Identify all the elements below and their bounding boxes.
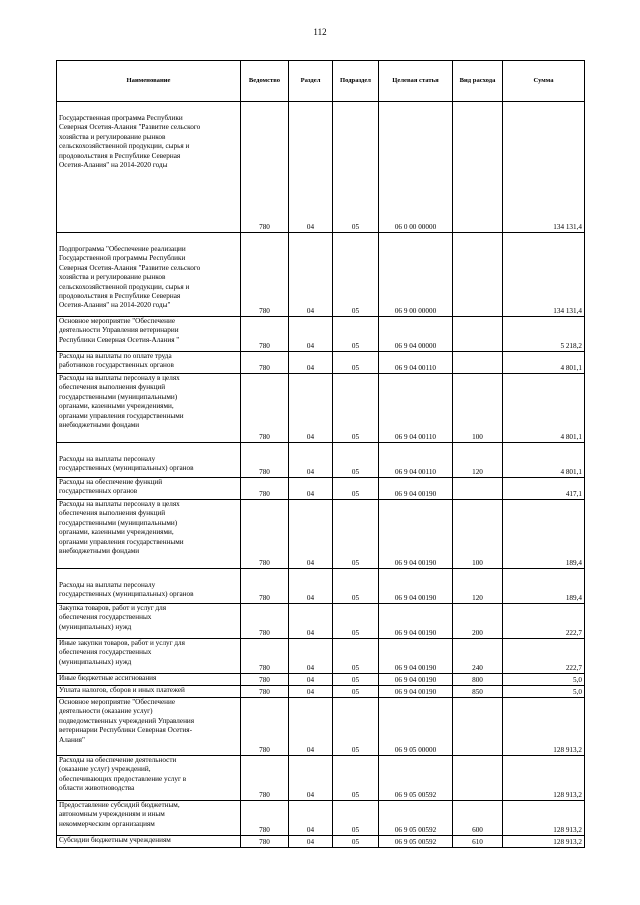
cell-amount: 128 913,2	[503, 801, 585, 836]
cell-amount: 134 131,4	[503, 102, 585, 233]
table-row	[57, 317, 585, 352]
cell-subsection: 05	[333, 836, 379, 848]
row-name-text: Закупка товаров, работ и услуг для обеспечения государственных (муниципальных) нужд	[59, 604, 167, 631]
cell-subsection: 05	[333, 317, 379, 352]
cell-subsection: 05	[333, 604, 379, 639]
row-name-text: Государственная программа Республики Северная Осетия-Алания "Развитие сельского хозяйства и регулирование рынков сельскохозяйственной продукции, сырья и продовольствия в Республике Северная Осетия-Алания" на 2014-2020 годы	[59, 114, 201, 170]
row-name-text: Расходы на обеспечение деятельности (оказание услуг) учреждений, обеспечивающих предоставление услуг в области животноводства	[59, 756, 187, 793]
table-row	[57, 686, 585, 698]
cell-amount: 417,1	[503, 478, 585, 500]
cell-expense-type: 600	[453, 801, 503, 836]
cell-department: 780	[241, 352, 289, 374]
cell-name	[57, 233, 241, 317]
cell-department: 780	[241, 443, 289, 478]
cell-expense-type	[453, 233, 503, 317]
cell-name	[57, 604, 241, 639]
cell-name	[57, 352, 241, 374]
cell-target-item: 06 9 04 00110	[379, 443, 453, 478]
table-row	[57, 233, 585, 317]
cell-expense-type: 100	[453, 374, 503, 443]
row-name-text: Уплата налогов, сборов и иных платежей	[59, 686, 185, 694]
table-row	[57, 374, 585, 443]
cell-department: 780	[241, 801, 289, 836]
cell-section: 04	[289, 478, 333, 500]
cell-name	[57, 374, 241, 443]
cell-amount: 189,4	[503, 500, 585, 569]
cell-expense-type	[453, 756, 503, 801]
cell-department: 780	[241, 317, 289, 352]
cell-section: 04	[289, 500, 333, 569]
row-name-text: Субсидии бюджетным учреждениям	[59, 836, 171, 844]
cell-subsection: 05	[333, 569, 379, 604]
row-name-text: Расходы на выплаты персоналу в целях обеспечения выполнения функций государственными (муниципальными) органами, казенными учреждениями, органами управления государственными внебюджетными фондами	[59, 374, 184, 430]
cell-expense-type	[453, 478, 503, 500]
cell-amount: 222,7	[503, 639, 585, 674]
cell-expense-type: 100	[453, 500, 503, 569]
col-header-subsection: Подраздел	[333, 61, 379, 102]
cell-amount: 4 801,1	[503, 443, 585, 478]
row-name-text: Расходы на выплаты персоналу государственных (муниципальных) органов	[59, 581, 194, 599]
cell-amount: 189,4	[503, 569, 585, 604]
cell-department: 780	[241, 500, 289, 569]
cell-name	[57, 756, 241, 801]
page-number: 112	[313, 27, 327, 37]
cell-target-item: 06 9 04 00190	[379, 686, 453, 698]
table-row	[57, 604, 585, 639]
cell-subsection: 05	[333, 801, 379, 836]
cell-name	[57, 801, 241, 836]
table-row	[57, 698, 585, 756]
cell-subsection: 05	[333, 233, 379, 317]
row-name-text: Расходы на обеспечение функций государственных органов	[59, 478, 163, 496]
cell-expense-type: 240	[453, 639, 503, 674]
cell-department: 780	[241, 686, 289, 698]
row-name-text: Подпрограмма "Обеспечение реализации Государственной программы Республики Северная Осетия-Алания "Развитие сельского хозяйства и регулирование рынков сельскохозяйственной продукции, сырья и продовольствия в Республике Северная Осетия-Алания" на 2014-2020 годы"	[59, 245, 201, 310]
cell-amount: 5,0	[503, 674, 585, 686]
cell-target-item: 06 9 04 00000	[379, 317, 453, 352]
cell-section: 04	[289, 604, 333, 639]
cell-section: 04	[289, 352, 333, 374]
table-row	[57, 443, 585, 478]
cell-subsection: 05	[333, 686, 379, 698]
cell-expense-type: 850	[453, 686, 503, 698]
row-name-text: Иные бюджетные ассигнования	[59, 674, 157, 682]
col-header-name: Наименование	[57, 61, 241, 102]
cell-target-item: 06 9 05 00592	[379, 836, 453, 848]
cell-amount: 4 801,1	[503, 374, 585, 443]
cell-expense-type: 120	[453, 443, 503, 478]
cell-section: 04	[289, 569, 333, 604]
cell-name	[57, 698, 241, 756]
cell-section: 04	[289, 698, 333, 756]
cell-target-item: 06 9 05 00000	[379, 698, 453, 756]
table-row	[57, 639, 585, 674]
cell-name	[57, 674, 241, 686]
col-header-section: Раздел	[289, 61, 333, 102]
table-row	[57, 102, 585, 233]
cell-subsection: 05	[333, 374, 379, 443]
cell-amount: 4 801,1	[503, 352, 585, 374]
cell-department: 780	[241, 604, 289, 639]
table-row	[57, 478, 585, 500]
cell-target-item: 06 9 04 00190	[379, 604, 453, 639]
cell-department: 780	[241, 674, 289, 686]
cell-expense-type: 200	[453, 604, 503, 639]
cell-subsection: 05	[333, 443, 379, 478]
cell-department: 780	[241, 102, 289, 233]
cell-department: 780	[241, 639, 289, 674]
cell-subsection: 05	[333, 698, 379, 756]
cell-section: 04	[289, 443, 333, 478]
cell-target-item: 06 9 04 00190	[379, 569, 453, 604]
cell-section: 04	[289, 374, 333, 443]
cell-section: 04	[289, 233, 333, 317]
cell-department: 780	[241, 478, 289, 500]
cell-amount: 134 131,4	[503, 233, 585, 317]
table-row	[57, 352, 585, 374]
cell-expense-type	[453, 102, 503, 233]
cell-section: 04	[289, 674, 333, 686]
cell-name	[57, 443, 241, 478]
cell-department: 780	[241, 374, 289, 443]
cell-subsection: 05	[333, 478, 379, 500]
table-row	[57, 500, 585, 569]
cell-name	[57, 317, 241, 352]
row-name-text: Основное мероприятие "Обеспечение деятельности Управления ветеринарии Республики Северная Осетия-Алания "	[59, 317, 180, 344]
cell-section: 04	[289, 756, 333, 801]
cell-department: 780	[241, 233, 289, 317]
cell-expense-type: 610	[453, 836, 503, 848]
cell-target-item: 06 9 04 00190	[379, 674, 453, 686]
col-header-amount: Сумма	[503, 61, 585, 102]
cell-section: 04	[289, 639, 333, 674]
cell-section: 04	[289, 836, 333, 848]
cell-name	[57, 836, 241, 848]
cell-subsection: 05	[333, 639, 379, 674]
cell-name	[57, 686, 241, 698]
cell-subsection: 05	[333, 102, 379, 233]
cell-amount: 128 913,2	[503, 698, 585, 756]
cell-section: 04	[289, 801, 333, 836]
cell-expense-type: 120	[453, 569, 503, 604]
table-row	[57, 836, 585, 848]
cell-department: 780	[241, 698, 289, 756]
cell-amount: 128 913,2	[503, 756, 585, 801]
table-row	[57, 756, 585, 801]
col-header-department: Ведомство	[241, 61, 289, 102]
cell-target-item: 06 9 05 00592	[379, 756, 453, 801]
row-name-text: Иные закупки товаров, работ и услуг для обеспечения государственных (муниципальных) нужд	[59, 639, 185, 666]
cell-amount: 222,7	[503, 604, 585, 639]
cell-expense-type	[453, 317, 503, 352]
row-name-text: Расходы на выплаты персоналу государственных (муниципальных) органов	[59, 455, 194, 473]
cell-target-item: 06 0 00 00000	[379, 102, 453, 233]
col-header-expense-type: Вид расхода	[453, 61, 503, 102]
col-header-target-item: Целевая статья	[379, 61, 453, 102]
cell-subsection: 05	[333, 756, 379, 801]
row-name-text: Расходы на выплаты по оплате труда работников государственных органов	[59, 352, 174, 370]
table-row	[57, 569, 585, 604]
cell-expense-type	[453, 698, 503, 756]
cell-section: 04	[289, 102, 333, 233]
cell-subsection: 05	[333, 674, 379, 686]
cell-department: 780	[241, 756, 289, 801]
cell-name	[57, 569, 241, 604]
cell-target-item: 06 9 04 00190	[379, 639, 453, 674]
cell-section: 04	[289, 686, 333, 698]
budget-table	[56, 60, 585, 848]
cell-target-item: 06 9 04 00110	[379, 352, 453, 374]
cell-name	[57, 478, 241, 500]
table-row	[57, 801, 585, 836]
cell-subsection: 05	[333, 352, 379, 374]
cell-expense-type: 800	[453, 674, 503, 686]
cell-target-item: 06 9 04 00190	[379, 478, 453, 500]
cell-name	[57, 639, 241, 674]
cell-amount: 5 218,2	[503, 317, 585, 352]
cell-amount: 128 913,2	[503, 836, 585, 848]
cell-target-item: 06 9 05 00592	[379, 801, 453, 836]
cell-section: 04	[289, 317, 333, 352]
table-header-row	[57, 61, 585, 102]
row-name-text: Предоставление субсидий бюджетным, автономным учреждениям и иным некоммерческим организациям	[59, 801, 180, 828]
cell-target-item: 06 9 04 00190	[379, 500, 453, 569]
cell-name	[57, 500, 241, 569]
cell-name	[57, 102, 241, 233]
cell-target-item: 06 9 00 00000	[379, 233, 453, 317]
cell-department: 780	[241, 836, 289, 848]
cell-subsection: 05	[333, 500, 379, 569]
cell-amount: 5,0	[503, 686, 585, 698]
row-name-text: Основное мероприятие "Обеспечение деятельности (оказание услуг) подведомственных учреждений Управления ветеринарии Республики Северная Осетия- Алания"	[59, 698, 195, 744]
table-row	[57, 674, 585, 686]
cell-department: 780	[241, 569, 289, 604]
cell-target-item: 06 9 04 00110	[379, 374, 453, 443]
row-name-text: Расходы на выплаты персоналу в целях обеспечения выполнения функций государственными (муниципальными) органами, казенными учреждениями, органами управления государственными внебюджетными фондами	[59, 500, 184, 556]
cell-expense-type	[453, 352, 503, 374]
